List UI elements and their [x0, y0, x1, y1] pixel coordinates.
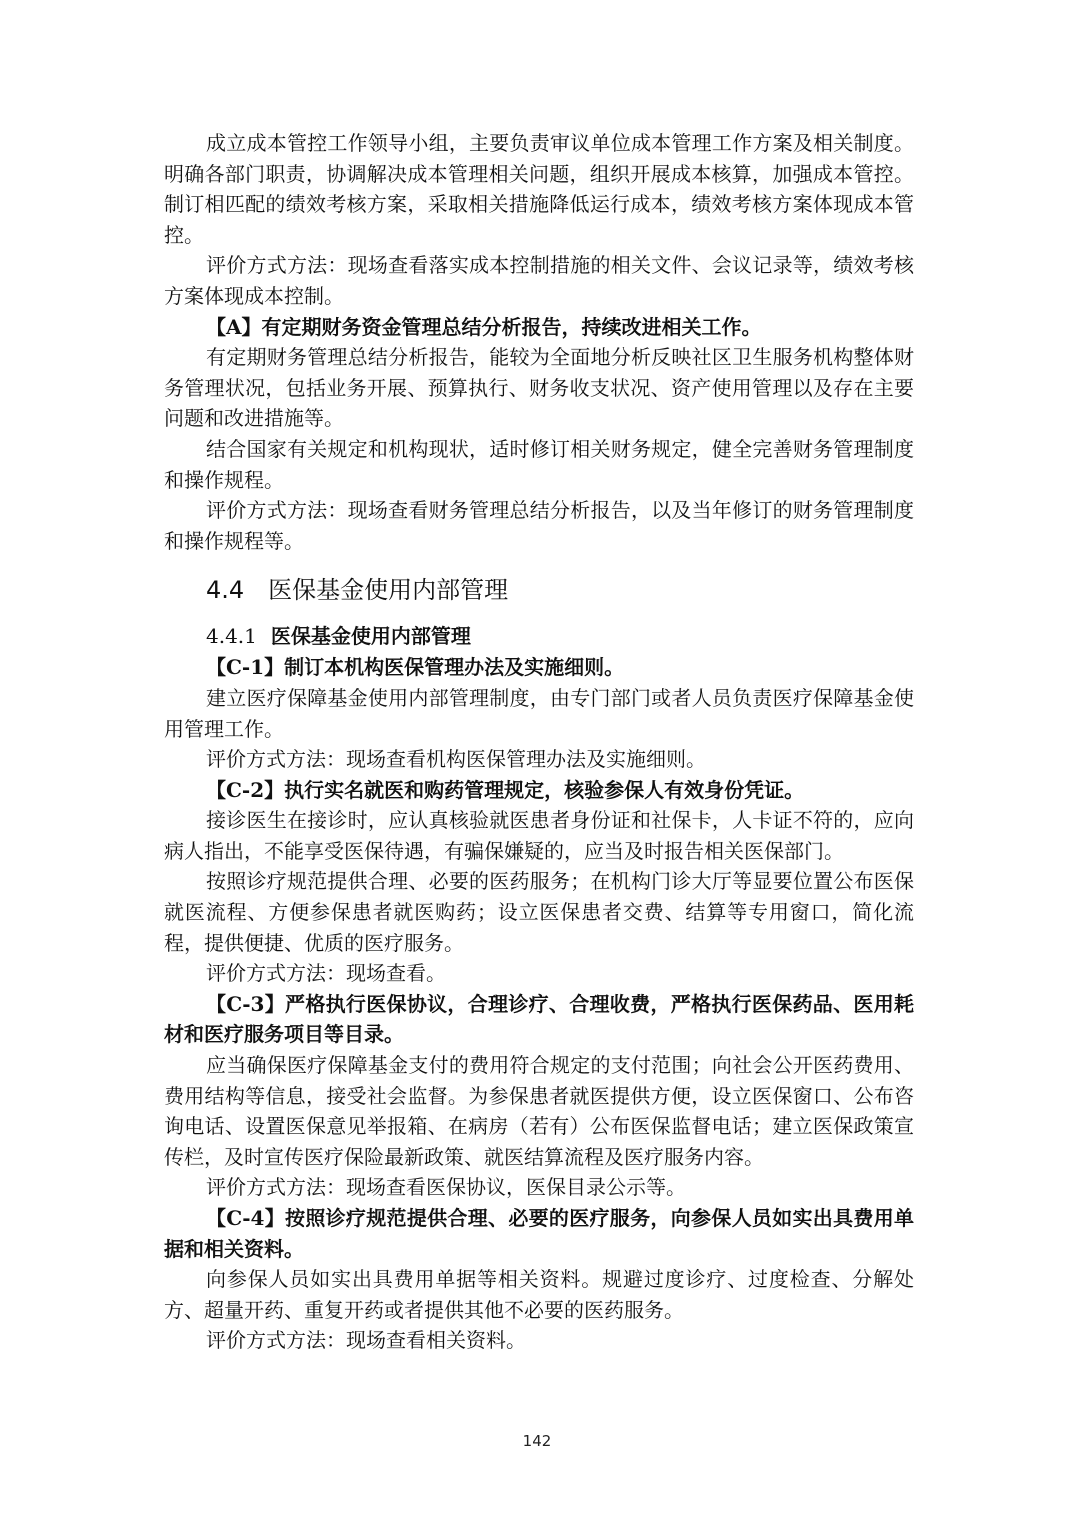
paragraph-c4-evaluation: 评价方式方法：现场查看相关资料。 [206, 1328, 526, 1353]
subsection-heading-4-4-1 [164, 620, 914, 652]
criterion-c4: 【C-4】按照诊疗规范提供合理、必要的医疗服务，向参保人员如实出具费用单据和相关资料。 [164, 1206, 914, 1261]
paragraph-c2-verification: 接诊医生在接诊时，应认真核验就医患者身份证和社保卡，人卡证不符的，应向病人指出，不能享受医保待遇，有骗保嫌疑的，应当及时报告相关医保部门。 [164, 808, 914, 863]
criterion-c1: 【C-1】制订本机构医保管理办法及实施细则。 [206, 655, 625, 680]
paragraph-financial-report: 有定期财务管理总结分析报告，能较为全面地分析反映社区卫生服务机构整体财务管理状况，包括业务开展、预算执行、财务收支状况、资产使用管理以及存在主要问题和改进措施等。 [164, 345, 914, 431]
paragraph-c1-evaluation: 评价方式方法：现场查看机构医保管理办法及实施细则。 [206, 747, 706, 772]
paragraph-cost-control-group: 成立成本管控工作领导小组，主要负责审议单位成本管理工作方案及相关制度。明确各部门职责，协调解决成本管理相关问题，组织开展成本核算，加强成本管控。制订相匹配的绩效考核方案，采取相关措施降低运行成本，绩效考核方案体现成本管控。 [164, 131, 914, 247]
page-number: 142 [522, 1432, 552, 1450]
section-heading-4-4: 4.4 医保基金使用内部管理 [206, 576, 509, 605]
paragraph-c3-evaluation: 评价方式方法：现场查看医保协议，医保目录公示等。 [206, 1175, 686, 1200]
criterion-a-financial-report: 【A】有定期财务资金管理总结分析报告，持续改进相关工作。 [206, 314, 762, 339]
paragraph-c4-documents: 向参保人员如实出具费用单据等相关资料。规避过度诊疗、过度检查、分解处方、超量开药、重复开药或者提供其他不必要的医药服务。 [164, 1267, 914, 1322]
subsection-number: 4.4.1 [206, 624, 257, 649]
criterion-c2: 【C-2】执行实名就医和购药管理规定，核验参保人有效身份凭证。 [206, 777, 805, 802]
paragraph-c2-services: 按照诊疗规范提供合理、必要的医药服务；在机构门诊大厅等显要位置公布医保就医流程、方便参保患者就医购药；设立医保患者交费、结算等专用窗口，简化流程，提供便捷、优质的医疗服务。 [164, 869, 914, 955]
paragraph-evaluation-financial: 评价方式方法：现场查看财务管理总结分析报告，以及当年修订的财务管理制度和操作规程等。 [164, 498, 914, 553]
paragraph-c2-evaluation: 评价方式方法：现场查看。 [206, 961, 446, 986]
criterion-c3: 【C-3】严格执行医保协议，合理诊疗、合理收费，严格执行医保药品、医用耗材和医疗服务项目等目录。 [164, 991, 914, 1047]
page-body [164, 128, 914, 1356]
paragraph-c3-scope: 应当确保医疗保障基金支付的费用符合规定的支付范围；向社会公开医药费用、费用结构等信息，接受社会监督。为参保患者就医提供方便，设立医保窗口、公布咨询电话、设置医保意见举报箱、在病房（若有）公布医保监督电话；建立医保政策宣传栏，及时宣传医疗保险最新政策、就医结算流程及医疗服务内容。 [164, 1053, 914, 1169]
paragraph-c1-system: 建立医疗保障基金使用内部管理制度，由专门部门或者人员负责医疗保障基金使用管理工作。 [164, 685, 914, 741]
paragraph-evaluation-cost: 评价方式方法：现场查看落实成本控制措施的相关文件、会议记录等，绩效考核方案体现成本控制。 [164, 253, 914, 308]
subsection-title: 医保基金使用内部管理 [270, 624, 471, 649]
paragraph-financial-rules: 结合国家有关规定和机构现状，适时修订相关财务规定，健全完善财务管理制度和操作规程。 [164, 436, 914, 492]
